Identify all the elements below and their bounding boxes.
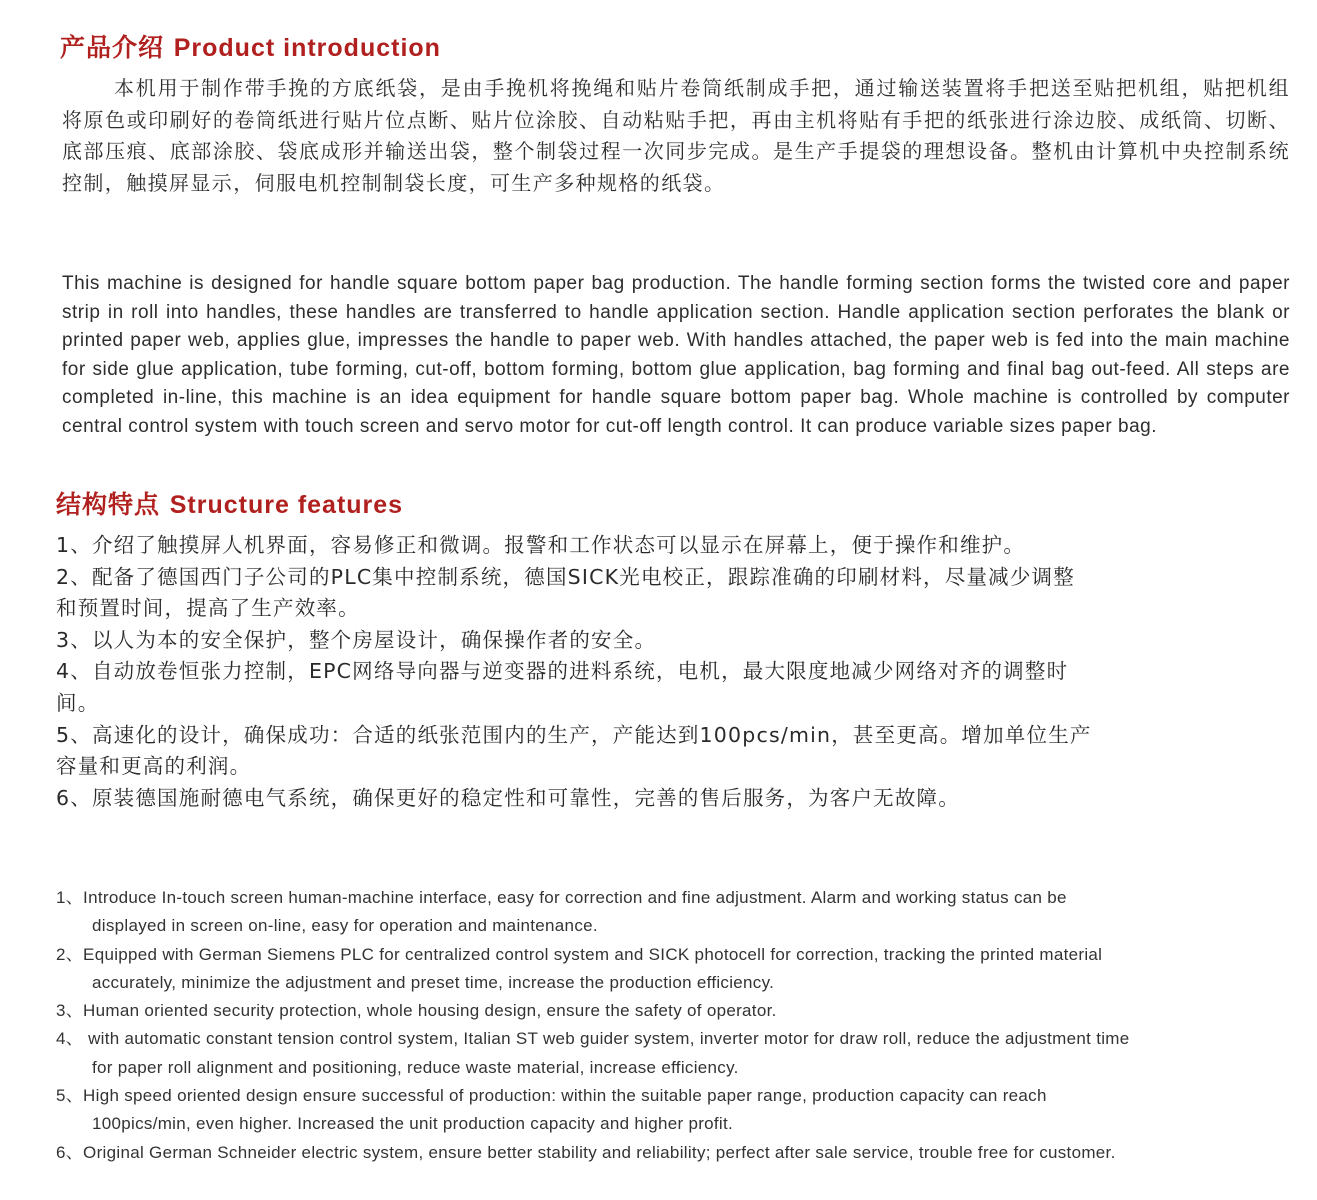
product-introduction-paragraph-zh: 本机用于制作带手挽的方底纸袋，是由手挽机将挽绳和贴片卷筒纸制成手把，通过输送装置将手把送至贴把机组，贴把机组将原色或印刷好的卷筒纸进行贴片位点断、贴片位涂胶、自动粘贴手把，再由主机将贴有手把的纸张进行涂边胶、成纸筒、切断、底部压痕、底部涂胶、袋底成形并输送出袋，整个制袋过程一次同步完成。是生产手提袋的理想设备。整机由计算机中央控制系统控制，触摸屏显示，伺服电机控制制袋长度，可生产多种规格的纸袋。 [62,76,1290,195]
feature-item-en-5: 5、High speed oriented design ensure successful of production: within the suitable paper range, production capacity can reach 100pics/min, even higher. Increased the unit production capacity and higher profit. [56,1086,1047,1134]
structure-features-list-zh [56,530,1096,814]
feature-item-en-3: 3、Human oriented security protection, whole housing design, ensure the safety of operator. [56,1001,777,1021]
feature-item-en-4: 4、 with automatic constant tension control system, Italian ST web guider system, inverter motor for draw roll, reduce the adjustment time for paper roll alignment and positioning, reduce waste material, increase efficiency. [56,1029,1130,1077]
feature-item-zh-6: 6、原装德国施耐德电气系统，确保更好的稳定性和可靠性，完善的售后服务，为客户无故障。 [56,785,960,810]
feature-item-zh-4: 4、自动放卷恒张力控制，EPC网络导向器与逆变器的进料系统，电机，最大限度地减少网络对齐的调整时间。 [56,659,1069,715]
product-introduction-heading-zh: 产品介绍 [60,33,165,62]
structure-features-heading [56,489,403,521]
product-introduction-heading [60,32,441,64]
feature-item-zh-3: 3、以人为本的安全保护，整个房屋设计，确保操作者的安全。 [56,627,657,652]
structure-features-heading-zh: 结构特点 [56,490,161,519]
structure-features-list-en [56,884,1136,1167]
feature-item-zh-1: 1、介绍了触摸屏人机界面，容易修正和微调。报警和工作状态可以显示在屏幕上，便于操作和维护。 [56,533,1026,557]
structure-features-heading-en: Structure features [169,491,404,519]
feature-item-en-2: 2、Equipped with German Siemens PLC for centralized control system and SICK photocell for correction, tracking the printed material accurately, minimize the adjustment and preset time, increase the production efficiency. [56,944,1103,992]
product-introduction-paragraph-en: This machine is designed for handle square bottom paper bag production. The handle forming section forms the twisted core and paper strip in roll into handles, these handles are transferred to handle application section. Handle application section perforates the blank or printed paper web, applies glue, impresses the handle to paper web. With handles attached, the paper web is fed into the main machine for side glue application, tube forming, cut-off, bottom forming, bottom glue application, bag forming and final bag out-feed. All steps are completed in-line, this machine is an idea equipment for handle square bottom paper bag. Whole machine is controlled by computer central control system with touch screen and servo motor for cut-off length control. It can produce variable sizes paper bag. [62,273,1290,437]
feature-item-zh-2: 2、配备了德国西门子公司的PLC集中控制系统，德国SICK光电校正，跟踪准确的印刷材料，尽量减少调整和预置时间，提高了生产效率。 [56,564,1075,621]
feature-item-en-1: 1、Introduce In-touch screen human-machine interface, easy for correction and fine adjustment. Alarm and working status can be displayed in screen on-line, easy for operation and maintenance. [56,888,1067,936]
feature-item-zh-5: 5、高速化的设计，确保成功：合适的纸张范围内的生产，产能达到100pcs/min，甚至更高。增加单位生产容量和更高的利润。 [56,722,1092,779]
product-introduction-heading-en: Product introduction [173,34,441,62]
feature-item-en-6: 6、Original German Schneider electric system, ensure better stability and reliability; perfect after sale service, trouble free for customer. [56,1142,1116,1162]
